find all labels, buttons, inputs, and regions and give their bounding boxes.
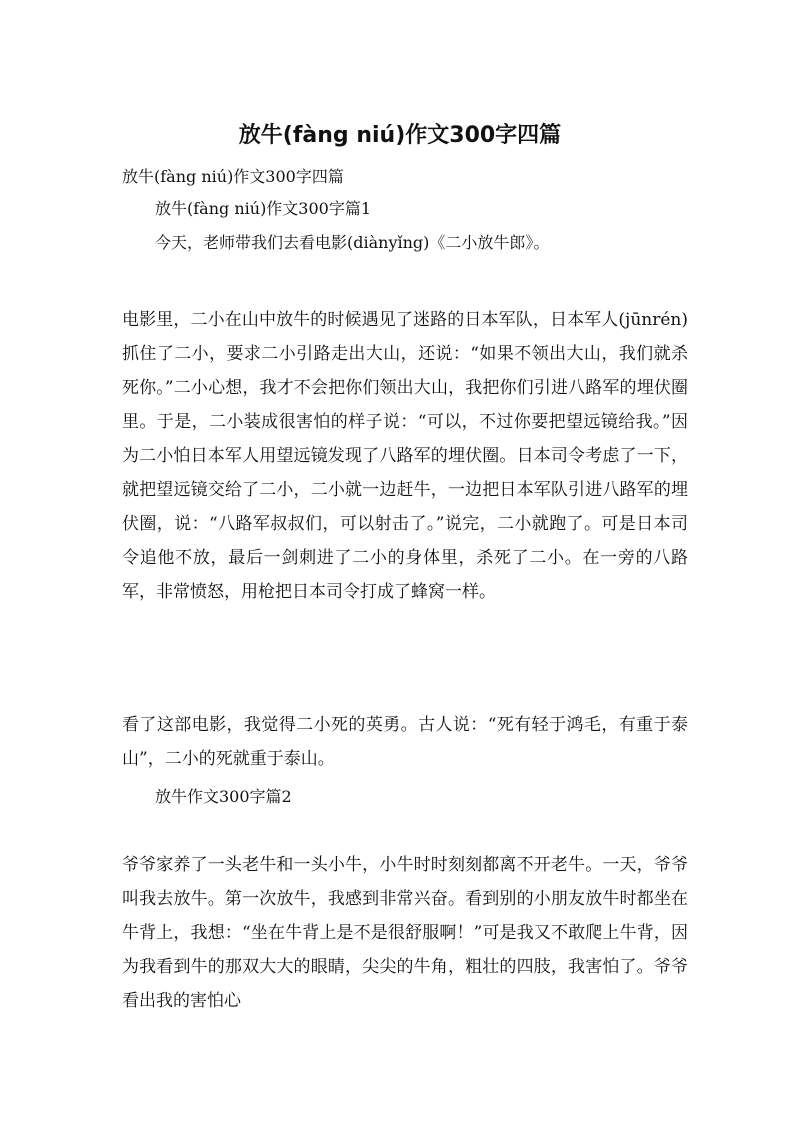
document-title: 放牛(fàng niú)作文300字四篇: [238, 123, 562, 148]
story-paragraph-2: 看了这部电影，我觉得二小死的英勇。古人说：“死有轻于鸿毛，有重于泰山”，二小的死就重于泰山。: [122, 715, 688, 769]
section-2-heading: 放牛作文300字篇2: [155, 787, 292, 806]
intro-paragraph: 今天，老师带我们去看电影(diànyǐng)《二小放牛郎》。: [155, 233, 550, 252]
story-paragraph-3: 爷爷家养了一头老牛和一头小牛，小牛时时刻刻都离不开老牛。一天，爷爷叫我去放牛。第一次放牛，我感到非常兴奋。看到别的小朋友放牛时都坐在牛背上，我想：“坐在牛背上是不是很舒服啊！”可是我又不敢爬上牛背，因为我看到牛的那双大大的眼睛，尖尖的牛角，粗壮的四肢，我害怕了。爷爷看出我的害怕心: [122, 855, 688, 1011]
document-subtitle: 放牛(fàng niú)作文300字四篇: [122, 167, 344, 186]
story-paragraph-1: 电影里，二小在山中放牛的时候遇见了迷路的日本军队，日本军人(jūnrén)抓住了二小，要求二小引路走出大山，还说：“如果不领出大山，我们就杀死你。”二小心想，我才不会把你们领出大山，我把你们引进八路军的埋伏圈里。于是，二小装成很害怕的样子说：“可以，不过你要把望远镜给我。”因为二小怕日本军人用望远镜发现了八路军的埋伏圈。日本司令考虑了一下，就把望远镜交给了二小，二小就一边赶牛，一边把日本军队引进八路军的埋伏圈，说：“八路军叔叔们，可以射击了。”说完，二小就跑了。可是日本司令追他不放，最后一剑刺进了二小的身体里，杀死了二小。在一旁的八路军，非常愤怒，用枪把日本司令打成了蜂窝一样。: [122, 310, 688, 602]
section-1-heading: 放牛(fàng niú)作文300字篇1: [155, 199, 372, 218]
